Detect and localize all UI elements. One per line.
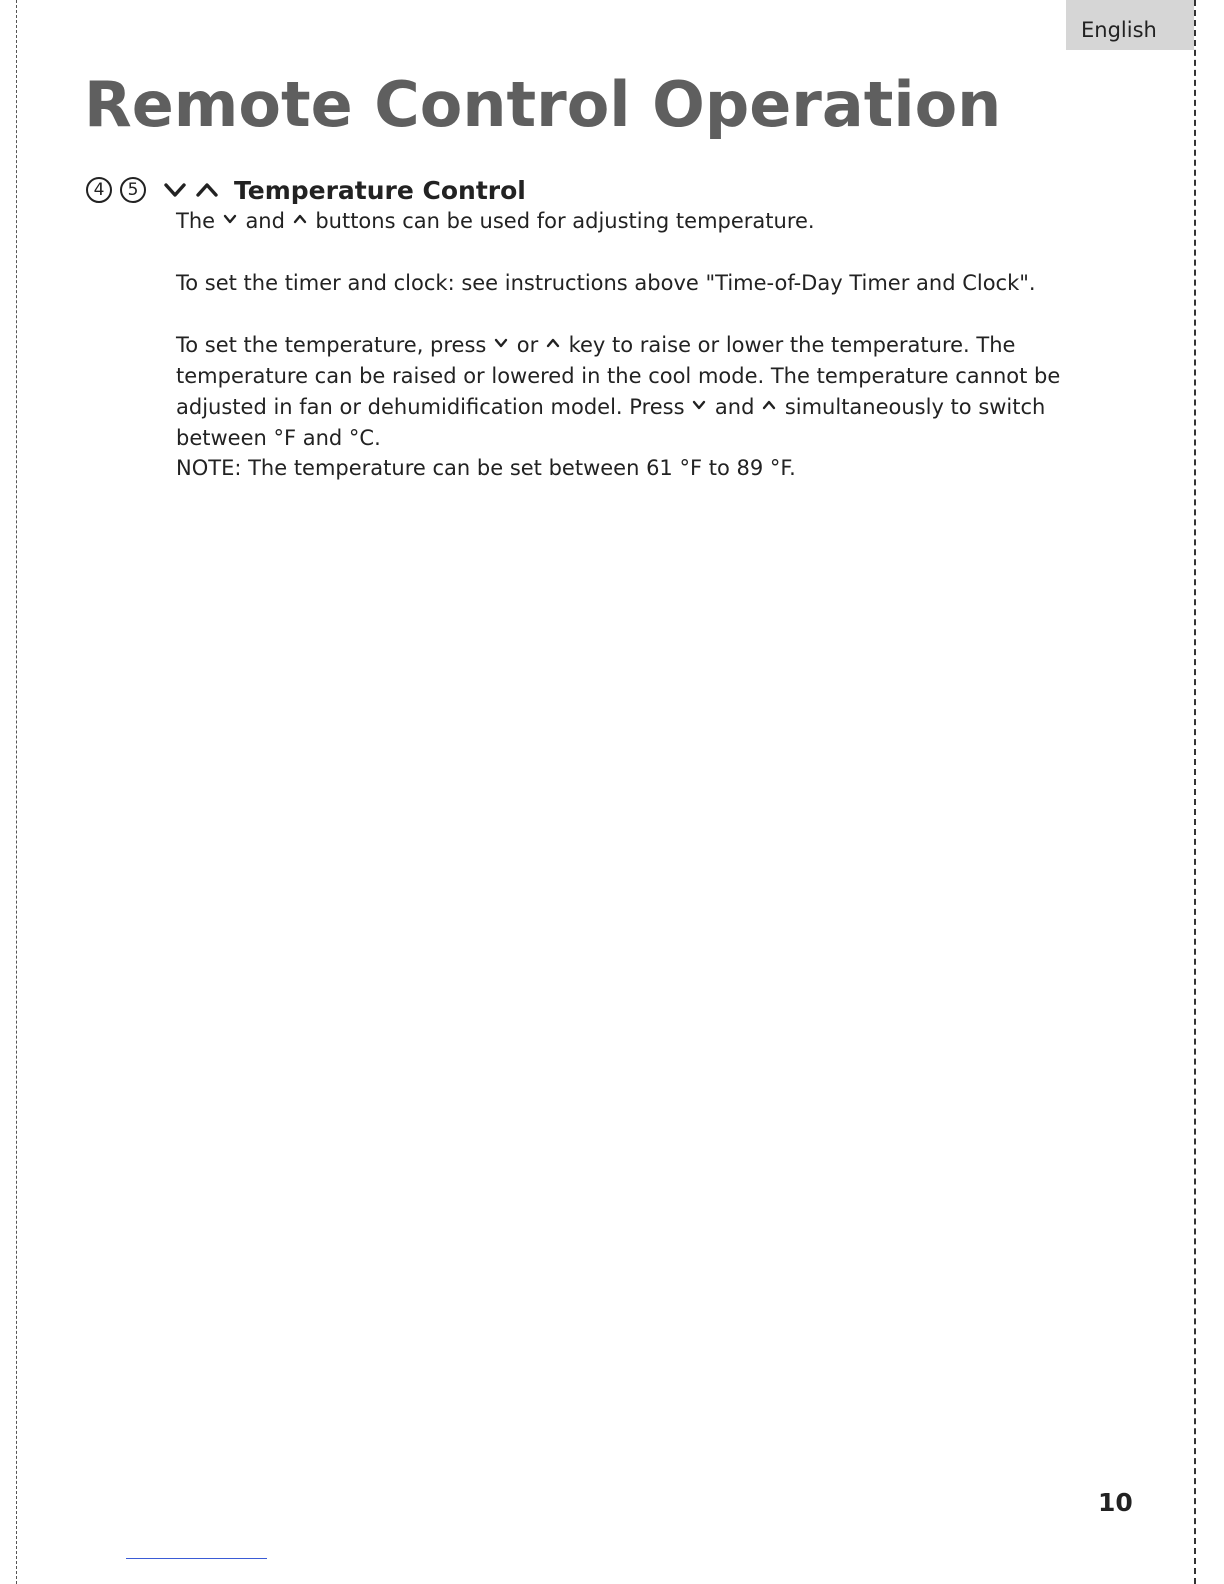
chevron-down-icon [494, 337, 508, 349]
paragraph-timer-clock: To set the timer and clock: see instructions above "Time-of-Day Timer and Clock". [176, 271, 1036, 295]
page-number: 10 [1098, 1488, 1133, 1517]
paragraph-text: key to raise or lower the temperature. The temperature can be raised or lowered in the cool mode. The temperature cannot be adjusted in fan or dehumidification model. Press [176, 333, 1061, 419]
paragraph-text: and [245, 209, 285, 233]
circled-number-4: 4 [86, 177, 112, 203]
paragraph-text: and [714, 395, 755, 419]
chevron-down-icon [223, 213, 237, 225]
circled-number-5: 5 [120, 177, 146, 203]
paragraph-text: To set the temperature, press [176, 333, 487, 357]
paragraph-set-temperature [176, 330, 1116, 454]
paragraph-buttons [176, 206, 1116, 237]
paragraph-text: buttons can be used for adjusting temperature. [315, 209, 815, 233]
footer-rule [126, 1558, 267, 1559]
chevron-up-icon [762, 399, 776, 411]
note-paragraph: NOTE: The temperature can be set between 61 °F to 89 °F. [176, 456, 796, 480]
page-title: Remote Control Operation [84, 68, 1002, 141]
paragraph-text: or [516, 333, 539, 357]
chevron-down-icon [164, 175, 186, 205]
chevron-down-icon [692, 399, 706, 411]
section-header [86, 172, 526, 208]
left-cut-line [16, 0, 17, 1584]
section-title: Temperature Control [234, 175, 526, 205]
chevron-up-icon [293, 213, 307, 225]
language-tab-label: English [1081, 18, 1157, 42]
language-tab [1066, 0, 1194, 50]
chevron-up-icon [546, 337, 560, 349]
paragraph-text: simultaneously to switch between °F and °C. [176, 395, 1046, 450]
right-cut-line [1194, 0, 1196, 1584]
paragraph-text: The [176, 209, 216, 233]
chevron-up-icon [196, 175, 218, 205]
